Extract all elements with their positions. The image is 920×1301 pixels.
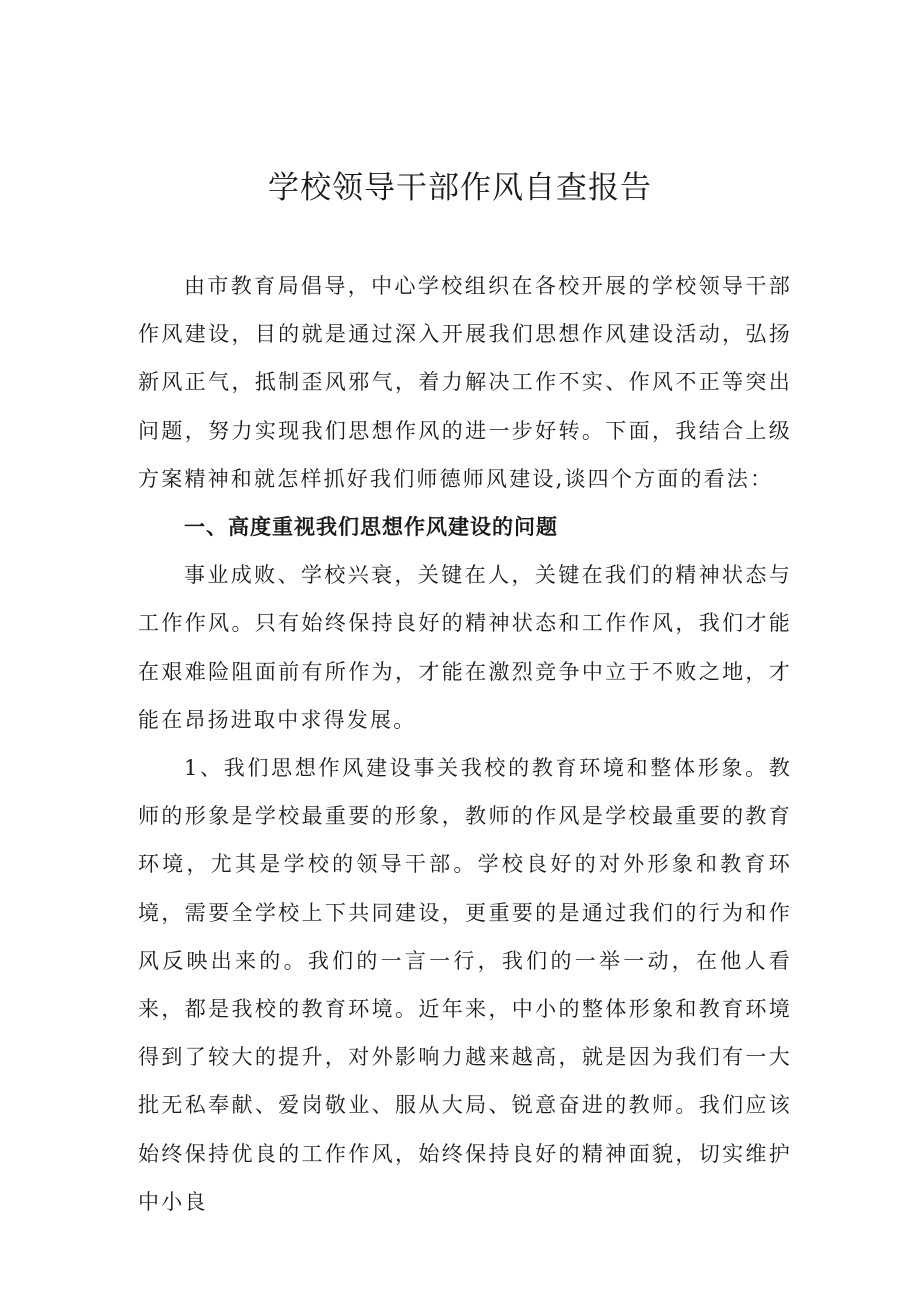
section-heading: 一、高度重视我们思想作风建设的问题 bbox=[184, 515, 558, 540]
intro-paragraph: 由市教育局倡导，中心学校组织在各校开展的学校领导干部作风建设，目的就是通过深入开展我们思想作风建设活动，弘扬新风正气，抵制歪风邪气，着力解决工作不实、作风不正等突出问题，努力实现我们思想作风的进一步好转。下面，我结合上级方案精神和就怎样抓好我们师德师风建设,谈四个方面的看法： bbox=[138, 274, 792, 491]
document-title: 学校领导干部作风自查报告 bbox=[268, 170, 652, 206]
document-body bbox=[138, 262, 792, 1226]
section-paragraph-2: 1、我们思想作风建设事关我校的教育环境和整体形象。教师的形象是学校最重要的形象，教师的作风是学校最重要的教育环境，尤其是学校的领导干部。学校良好的对外形象和教育环境，需要全学校上下共同建设，更重要的是通过我们的行为和作风反映出来的。我们的一言一行，我们的一举一动，在他人看来，都是我校的教育环境。近年来，中小的整体形象和教育环境得到了较大的提升，对外影响力越来越高，就是因为我们有一大批无私奉献、爱岗敬业、服从大局、锐意奋进的教师。我们应该始终保持优良的工作作风，始终保持良好的精神面貌，切实维护中小良 bbox=[138, 756, 792, 1214]
section-paragraph-1: 事业成败、学校兴衰，关键在人，关键在我们的精神状态与工作作风。只有始终保持良好的精神状态和工作作风，我们才能在艰难险阻面前有所作为，才能在激烈竞争中立于不败之地，才能在昂扬进取中求得发展。 bbox=[138, 563, 792, 732]
